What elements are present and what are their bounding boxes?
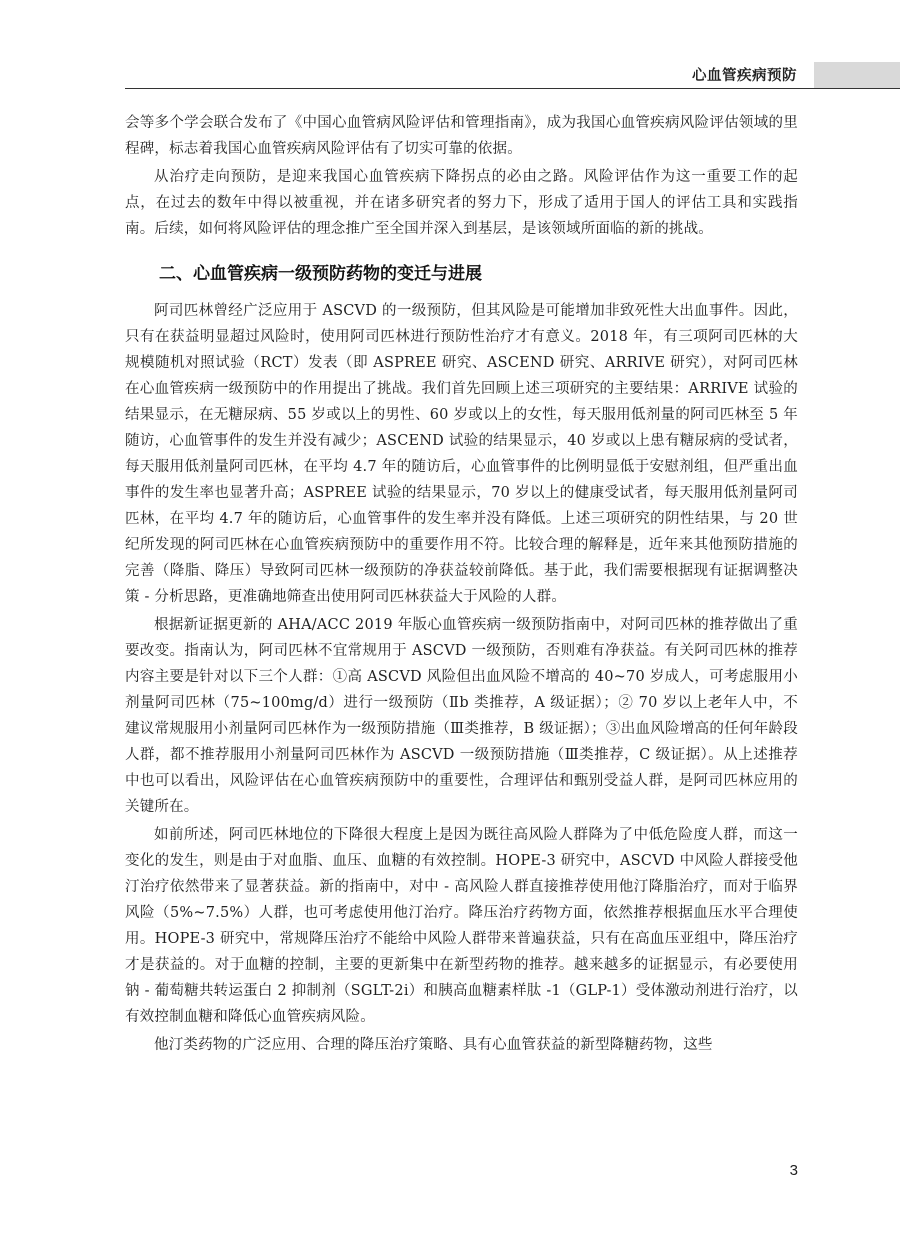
body-text xyxy=(125,110,798,1058)
paragraph: 根据新证据更新的 AHA/ACC 2019 年版心血管疾病一级预防指南中，对阿司匹林的推荐做出了重要改变。指南认为，阿司匹林不宜常规用于 ASCVD 一级预防，否则难有净获益。有关阿司匹林的推荐内容主要是针对以下三个人群：①高 ASCVD 风险但出血风险不增高的 40~70 岁成人，可考虑服用小剂量阿司匹林（75~100mg/d）进行一级预防（Ⅱb 类推荐，A 级证据）；② 70 岁以上老年人中，不建议常规服用小剂量阿司匹林作为一级预防措施（Ⅲ类推荐，B 级证据）；③出血风险增高的任何年龄段人群，都不推荐服用小剂量阿司匹林作为 ASCVD 一级预防措施（Ⅲ类推荐，C 级证据）。从上述推荐中也可以看出，风险评估在心血管疾病预防中的重要性，合理评估和甄别受益人群，是阿司匹林应用的关键所在。 xyxy=(125,617,798,815)
paragraph: 从治疗走向预防，是迎来我国心血管疾病下降拐点的必由之路。风险评估作为这一重要工作的起点，在过去的数年中得以被重视，并在诸多研究者的努力下，形成了适用于国人的评估工具和实践指南。后续，如何将风险评估的理念推广至全国并深入到基层，是该领域所面临的新的挑战。 xyxy=(125,169,798,237)
section-heading: 二、心血管疾病一级预防药物的变迁与进展 xyxy=(159,264,482,284)
page-header xyxy=(125,62,900,88)
running-header-title: 心血管疾病预防 xyxy=(692,68,797,84)
paragraph: 如前所述，阿司匹林地位的下降很大程度上是因为既往高风险人群降为了中低危险度人群，而这一变化的发生，则是由于对血脂、血压、血糖的有效控制。HOPE-3 研究中，ASCVD 中风险人群接受他汀治疗依然带来了显著获益。新的指南中，对中 - 高风险人群直接推荐使用他汀降脂治疗，而对于临界风险（5%~7.5%）人群，也可考虑使用他汀治疗。降压治疗药物方面，依然推荐根据血压水平合理使用。HOPE-3 研究中，常规降压治疗不能给中风险人群带来普遍获益，只有在高血压亚组中，降压治疗才是获益的。对于血糖的控制，主要的更新集中在新型药物的推荐。越来越多的证据显示，有必要使用钠 - 葡萄糖共转运蛋白 2 抑制剂（SGLT-2i）和胰高血糖素样肽 -1（GLP-1）受体激动剂进行治疗，以有效控制血糖和降低心血管疾病风险。 xyxy=(125,827,798,1025)
paragraph: 会等多个学会联合发布了《中国心血管病风险评估和管理指南》，成为我国心血管疾病风险评估领域的里程碑，标志着我国心血管疾病风险评估有了切实可靠的依据。 xyxy=(125,115,798,157)
page-number: 3 xyxy=(789,1162,798,1179)
header-tab-block xyxy=(814,62,900,88)
paragraph: 他汀类药物的广泛应用、合理的降压治疗策略、具有心血管获益的新型降糖药物，这些 xyxy=(154,1037,713,1053)
paragraph: 阿司匹林曾经广泛应用于 ASCVD 的一级预防，但其风险是可能增加非致死性大出血事件。因此，只有在获益明显超过风险时，使用阿司匹林进行预防性治疗才有意义。2018 年，有三项阿司匹林的大规模随机对照试验（RCT）发表（即 ASPREE 研究、ASCEND 研究、ARRIVE 研究），对阿司匹林在心血管疾病一级预防中的作用提出了挑战。我们首先回顾上述三项研究的主要结果：ARRIVE 试验的结果显示，在无糖尿病、55 岁或以上的男性、60 岁或以上的女性，每天服用低剂量的阿司匹林至 5 年随访，心血管事件的发生并没有减少；ASCEND 试验的结果显示，40 岁或以上患有糖尿病的受试者，每天服用低剂量阿司匹林，在平均 4.7 年的随访后，心血管事件的比例明显低于安慰剂组，但严重出血事件的发生率也显著升高；ASPREE 试验的结果显示，70 岁以上的健康受试者，每天服用低剂量阿司匹林，在平均 4.7 年的随访后，心血管事件的发生率并没有降低。上述三项研究的阴性结果，与 20 世纪所发现的阿司匹林在心血管疾病预防中的重要作用不符。比较合理的解释是，近年来其他预防措施的完善（降脂、降压）导致阿司匹林一级预防的净获益较前降低。基于此，我们需要根据现有证据调整决策 - 分析思路，更准确地筛查出使用阿司匹林获益大于风险的人群。 xyxy=(125,303,798,605)
header-rule xyxy=(125,88,900,89)
